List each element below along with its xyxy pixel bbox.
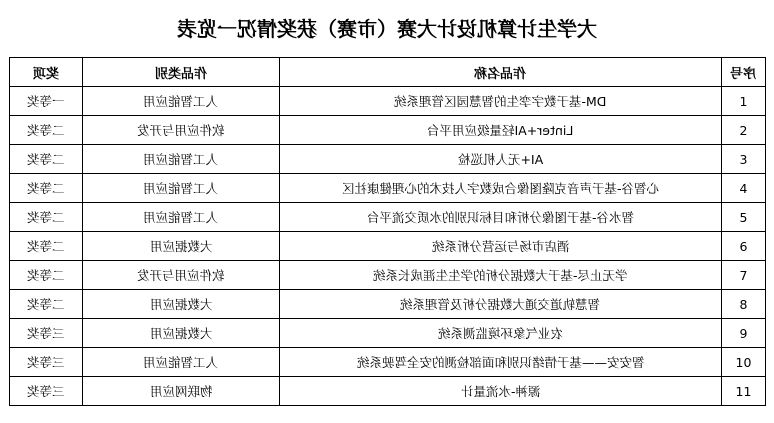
header-award: 奖项 xyxy=(10,58,83,87)
name-cell: Linter+AI轻量级应用平台 xyxy=(280,116,722,145)
table-row xyxy=(10,174,766,203)
award-cell: 二等奖 xyxy=(10,261,83,290)
category-cell: 软件应用与开发 xyxy=(83,261,280,290)
number-cell: 6 xyxy=(722,232,766,261)
table-row xyxy=(10,377,766,406)
name-cell: 酒店市场与运营分析系统 xyxy=(280,232,722,261)
header-name: 作品名称 xyxy=(280,58,722,87)
page-title: 大学生计算机设计大赛（市赛）获奖情况一览表 xyxy=(177,17,597,41)
category-cell: 大数据应用 xyxy=(83,290,280,319)
name-cell: DM-基于数字孪生的智慧园区管理系统 xyxy=(280,87,722,116)
award-cell: 二等奖 xyxy=(10,203,83,232)
category-cell: 物联网应用 xyxy=(83,377,280,406)
award-cell: 一等奖 xyxy=(10,87,83,116)
award-cell: 二等奖 xyxy=(10,116,83,145)
number-cell: 8 xyxy=(722,290,766,319)
award-cell: 二等奖 xyxy=(10,290,83,319)
name-cell: 智慧轨道交通大数据分析及管理系统 xyxy=(280,290,722,319)
name-cell: AI+无人机巡检 xyxy=(280,145,722,174)
table-row xyxy=(10,348,766,377)
category-cell: 人工智能应用 xyxy=(83,145,280,174)
table-row xyxy=(10,116,766,145)
number-cell: 7 xyxy=(722,261,766,290)
number-cell: 11 xyxy=(722,377,766,406)
category-cell: 人工智能应用 xyxy=(83,203,280,232)
number-cell: 10 xyxy=(722,348,766,377)
category-cell: 大数据应用 xyxy=(83,232,280,261)
category-cell: 人工智能应用 xyxy=(83,348,280,377)
award-cell: 三等奖 xyxy=(10,377,83,406)
number-cell: 1 xyxy=(722,87,766,116)
table-row xyxy=(10,145,766,174)
award-cell: 三等奖 xyxy=(10,348,83,377)
awards-table xyxy=(9,57,766,406)
name-cell: 智水谷-基于图像分析和目标识别的水质交流平台 xyxy=(280,203,722,232)
header-category: 作品类别 xyxy=(83,58,280,87)
table-header-row xyxy=(10,58,766,87)
award-cell: 二等奖 xyxy=(10,145,83,174)
table-row xyxy=(10,203,766,232)
name-cell: 源神-水流量计 xyxy=(280,377,722,406)
category-cell: 人工智能应用 xyxy=(83,174,280,203)
award-cell: 三等奖 xyxy=(10,319,83,348)
table-row xyxy=(10,290,766,319)
name-cell: 心智谷-基于声音克隆图像合成数字人技术的心理健康社区 xyxy=(280,174,722,203)
award-cell: 二等奖 xyxy=(10,174,83,203)
name-cell: 学无止尽-基于大数据分析的学生生涯成长系统 xyxy=(280,261,722,290)
award-cell: 二等奖 xyxy=(10,232,83,261)
name-cell: 农业气象环境监测系统 xyxy=(280,319,722,348)
table-row xyxy=(10,261,766,290)
header-no: 序号 xyxy=(722,58,766,87)
number-cell: 9 xyxy=(722,319,766,348)
table-row xyxy=(10,232,766,261)
number-cell: 3 xyxy=(722,145,766,174)
number-cell: 4 xyxy=(722,174,766,203)
table-row xyxy=(10,87,766,116)
category-cell: 人工智能应用 xyxy=(83,87,280,116)
category-cell: 软件应用与开发 xyxy=(83,116,280,145)
number-cell: 5 xyxy=(722,203,766,232)
category-cell: 大数据应用 xyxy=(83,319,280,348)
name-cell: 智安安——基于情绪识别和面部检测的安全驾驶系统 xyxy=(280,348,722,377)
table-row xyxy=(10,319,766,348)
number-cell: 2 xyxy=(722,116,766,145)
